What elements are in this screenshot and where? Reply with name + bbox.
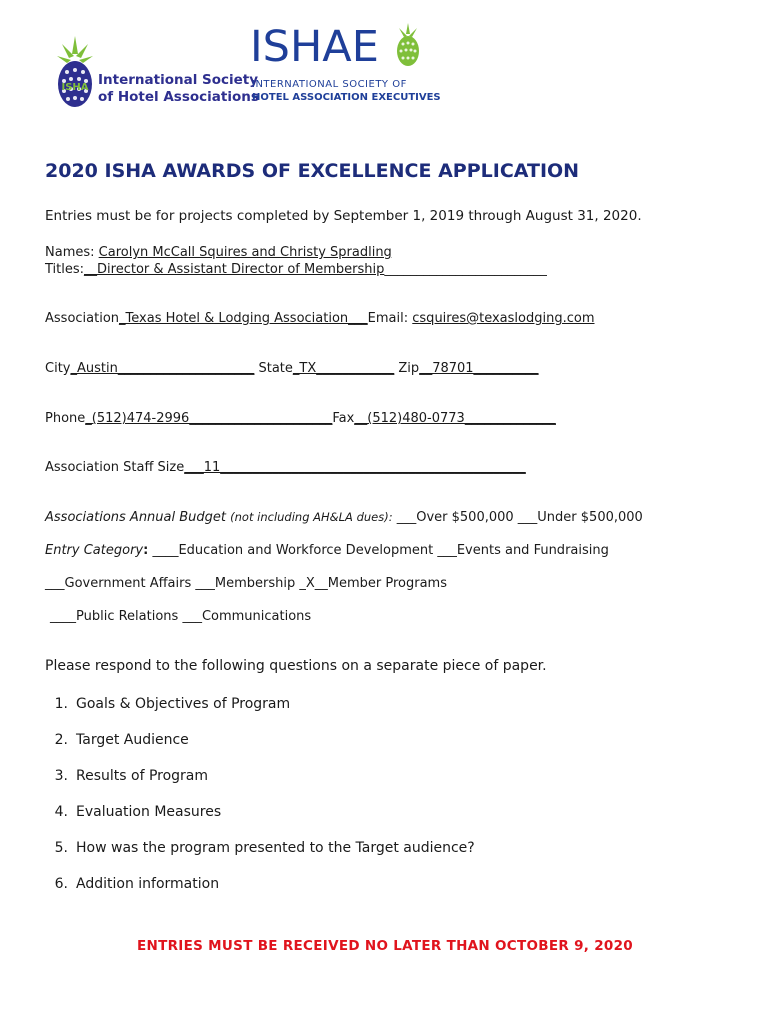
staff-size-label: Association Staff Size (45, 460, 185, 475)
budget-note: (not including AH&LA dues): (230, 510, 393, 524)
page-title: 2020 ISHA AWARDS OF EXCELLENCE APPLICATION (45, 160, 580, 182)
zip-value[interactable]: __78701__________ (419, 361, 539, 376)
ishae-logo-abbr: ISHAE (250, 22, 379, 72)
question-number: 5. (54, 840, 68, 856)
association-label: Association (45, 311, 120, 326)
association-value[interactable]: _Texas Hotel & Lodging Association___ (119, 311, 368, 326)
questions-list (45, 693, 475, 909)
question-number: 6. (54, 876, 68, 892)
question-text: Results of Program (76, 768, 209, 784)
ishae-logo-line1: INTERNATIONAL SOCIETY OF (252, 79, 407, 90)
zip-label: Zip (398, 361, 420, 376)
titles-value[interactable]: __Director & Assistant Director of Membership (84, 262, 385, 277)
question-number: 1. (54, 696, 68, 712)
question-number: 2. (54, 732, 68, 748)
phone-row (45, 411, 556, 426)
question-text: Goals & Objectives of Program (76, 696, 291, 712)
titles-row (45, 262, 547, 277)
list-item (45, 873, 475, 909)
budget-options[interactable]: ___Over $500,000 ___Under $500,000 (396, 510, 643, 525)
titles-blank: _________________________ (384, 262, 547, 277)
entry-category-colon: : (143, 543, 149, 558)
isha-logo-abbr: ISHA (61, 82, 89, 93)
ishae-logo-line2: HOTEL ASSOCIATION EXECUTIVES (252, 92, 441, 103)
staff-size-value[interactable]: ___11_______________________________________________ (184, 460, 526, 475)
entry-category-options-1[interactable]: ____Education and Workforce Development ___Events and Fundraising (152, 543, 609, 558)
titles-label: Titles: (45, 262, 85, 277)
question-text: How was the program presented to the Target audience? (76, 840, 475, 856)
list-item (45, 729, 475, 765)
entry-category-options-3[interactable]: ____Public Relations ___Communications (50, 609, 312, 624)
staff-size-row (45, 460, 526, 475)
list-item (45, 801, 475, 837)
names-row (45, 245, 392, 260)
entry-category-options-2[interactable]: ___Government Affairs ___Membership _X__Member Programs (45, 576, 447, 591)
intro-text: Entries must be for projects completed by September 1, 2019 through August 31, 2020. (45, 208, 642, 224)
question-text: Addition information (76, 876, 220, 892)
budget-label: Associations Annual Budget (45, 510, 227, 525)
state-label: State (258, 361, 293, 376)
names-label: Names: (45, 245, 95, 260)
list-item (45, 765, 475, 801)
pineapple-icon (54, 34, 96, 112)
state-value[interactable]: _TX____________ (292, 361, 395, 376)
entry-category-row (45, 543, 609, 558)
entry-category-label: Entry Category (45, 543, 144, 558)
association-row (45, 311, 595, 326)
list-item (45, 837, 475, 873)
email-value[interactable]: csquires@texaslodging.com (412, 311, 595, 326)
question-number: 3. (54, 768, 68, 784)
fax-value[interactable]: __(512)480-0773______________ (354, 411, 556, 426)
location-row (45, 361, 539, 376)
questions-intro: Please respond to the following questions on a separate piece of paper. (45, 658, 547, 674)
deadline-notice: ENTRIES MUST BE RECEIVED NO LATER THAN OCTOBER 9, 2020 (136, 938, 633, 954)
phone-value[interactable]: _(512)474-2996______________________ (85, 411, 333, 426)
question-number: 4. (54, 804, 68, 820)
city-label: City (45, 361, 71, 376)
budget-row (45, 510, 643, 525)
isha-logo-line2: of Hotel Associations (98, 89, 259, 105)
names-value[interactable]: Carolyn McCall Squires and Christy Spradling (98, 245, 392, 260)
question-text: Evaluation Measures (76, 804, 222, 820)
city-value[interactable]: _Austin_____________________ (70, 361, 255, 376)
list-item (45, 693, 475, 729)
pineapple-icon (393, 22, 423, 68)
fax-label: Fax (332, 411, 355, 426)
email-label: Email: (367, 311, 409, 326)
question-text: Target Audience (76, 732, 189, 748)
isha-logo-line1: International Society (98, 72, 259, 88)
phone-label: Phone (45, 411, 86, 426)
